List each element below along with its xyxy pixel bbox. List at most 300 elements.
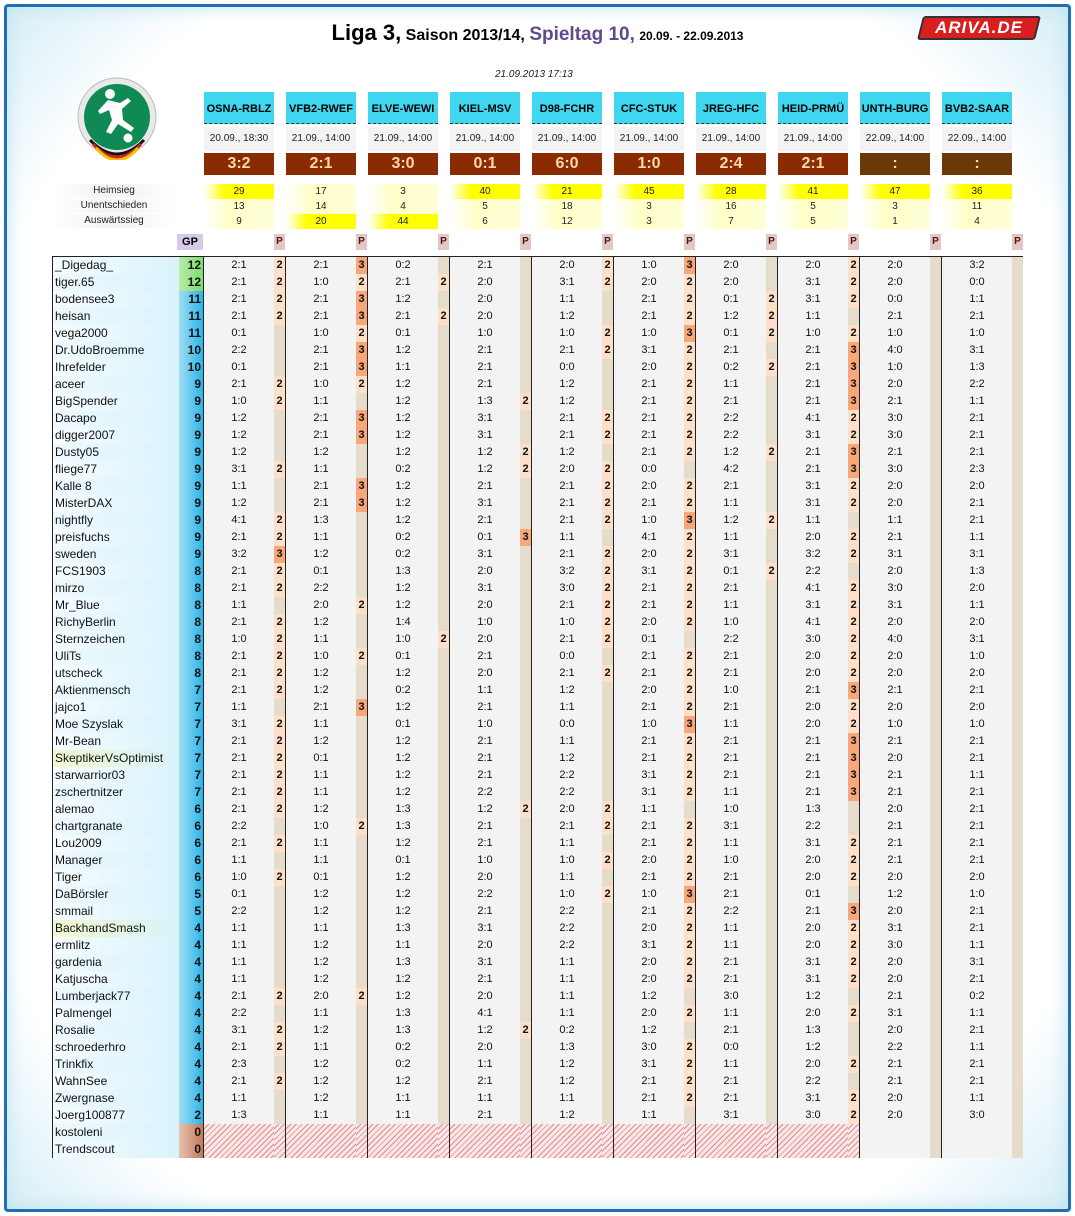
tip-cell: 1:2: [696, 512, 766, 529]
tip-cell: 0:1: [614, 631, 684, 648]
match-result: 0:1: [450, 153, 520, 175]
tip-cell: 0:1: [286, 869, 356, 886]
tip-cell: 0:0: [532, 716, 602, 733]
points-cell: [1012, 665, 1023, 682]
tip-cell: 1:2: [286, 733, 356, 750]
points-cell: 2: [766, 563, 777, 580]
points-cell: [520, 818, 531, 835]
points-cell: 2: [602, 563, 613, 580]
match-code[interactable]: VFB2-RWEF: [286, 92, 356, 124]
points-cell: 2: [766, 359, 777, 376]
tip-cell: 2:1: [614, 376, 684, 393]
points-cell: [766, 546, 777, 563]
player-name[interactable]: RichyBerlin: [53, 614, 179, 631]
tip-cell: 3:0: [778, 1107, 848, 1124]
player-name[interactable]: Trinkfix: [53, 1056, 179, 1073]
player-name[interactable]: Dr.UdoBroemme: [53, 342, 179, 359]
timestamp: 21.09.2013 17:13: [495, 69, 573, 80]
player-name[interactable]: Zwergnase: [53, 1090, 179, 1107]
points-cell: [766, 495, 777, 512]
points-cell: [766, 478, 777, 495]
tip-cell: 2:1: [614, 291, 684, 308]
tip-cell: 1:2: [368, 512, 438, 529]
tip-cell: 1:3: [778, 1022, 848, 1039]
points-cell: 2: [766, 325, 777, 342]
points-cell: [1012, 427, 1023, 444]
player-name[interactable]: BackhandSmash: [53, 920, 179, 937]
tip-cell: 1:3: [942, 359, 1012, 376]
player-name[interactable]: Mr_Blue: [53, 597, 179, 614]
tip-cell: 2:1: [450, 903, 520, 920]
ariva-logo[interactable]: [917, 16, 1041, 40]
points-cell: 2: [602, 342, 613, 359]
points-cell: [1012, 478, 1023, 495]
tip-cell: 2:3: [942, 461, 1012, 478]
points-cell: 2: [684, 682, 695, 699]
player-name[interactable]: SkeptikerVsOptimist: [53, 750, 179, 767]
points-cell: 2: [274, 1039, 285, 1056]
tip-cell: [860, 1124, 930, 1141]
player-name[interactable]: FCS1903: [53, 563, 179, 580]
table-row: [53, 852, 1022, 869]
points-cell: [848, 1124, 859, 1141]
player-gp: 9: [179, 495, 203, 512]
points-cell: [1012, 597, 1023, 614]
points-cell: [766, 1141, 777, 1158]
points-cell: [930, 427, 941, 444]
points-cell: [356, 1056, 367, 1073]
points-cell: [520, 631, 531, 648]
points-cell: [930, 937, 941, 954]
tip-cell: 1:2: [532, 393, 602, 410]
tip-cell: 2:1: [614, 393, 684, 410]
player-name[interactable]: UliTs: [53, 648, 179, 665]
points-cell: [520, 648, 531, 665]
tip-cell: 2:1: [614, 1073, 684, 1090]
points-header: P: [274, 234, 285, 250]
match-code[interactable]: KIEL-MSV: [450, 92, 520, 124]
player-name[interactable]: chartgranate: [53, 818, 179, 835]
player-gp: 4: [179, 971, 203, 988]
points-cell: 2: [602, 410, 613, 427]
player-gp: 4: [179, 988, 203, 1005]
points-cell: [438, 546, 449, 563]
player-name[interactable]: sweden: [53, 546, 179, 563]
tip-cell: 1:1: [942, 1090, 1012, 1107]
tip-cell: 2:0: [860, 478, 930, 495]
player-name[interactable]: Aktienmensch: [53, 682, 179, 699]
tip-cell: 2:1: [614, 648, 684, 665]
tip-cell: 2:0: [860, 495, 930, 512]
tip-cell: 3:1: [614, 1056, 684, 1073]
player-name[interactable]: Palmengel: [53, 1005, 179, 1022]
points-cell: [438, 869, 449, 886]
tip-cell: 4:1: [778, 410, 848, 427]
points-cell: [930, 971, 941, 988]
tip-cell: 2:2: [204, 1005, 274, 1022]
tip-cell: 2:1: [204, 580, 274, 597]
points-cell: [602, 529, 613, 546]
points-cell: [520, 1107, 531, 1124]
tip-cell: 1:1: [778, 308, 848, 325]
tip-cell: 2:1: [778, 461, 848, 478]
player-name[interactable]: Trendscout: [53, 1141, 179, 1158]
tip-cell: 1:2: [204, 444, 274, 461]
points-cell: [930, 1090, 941, 1107]
tip-cell: 2:2: [532, 767, 602, 784]
tip-cell: 1:0: [860, 359, 930, 376]
player-name[interactable]: Katjuscha: [53, 971, 179, 988]
tip-cell: 2:1: [778, 767, 848, 784]
player-name[interactable]: Moe Szyslak: [53, 716, 179, 733]
points-cell: [1012, 784, 1023, 801]
tip-cell: 2:0: [860, 801, 930, 818]
points-cell: [1012, 1005, 1023, 1022]
tip-cell: 1:2: [614, 1022, 684, 1039]
player-name[interactable]: vega2000: [53, 325, 179, 342]
tip-cell: 1:2: [368, 971, 438, 988]
player-name[interactable]: zschertnitzer: [53, 784, 179, 801]
match-code[interactable]: OSNA-RBLZ: [204, 92, 274, 124]
tip-cell: 2:1: [778, 784, 848, 801]
points-cell: [766, 665, 777, 682]
points-cell: [766, 648, 777, 665]
points-cell: 2: [684, 376, 695, 393]
tip-cell: [778, 1141, 848, 1158]
points-cell: 3: [684, 325, 695, 342]
points-cell: 3: [848, 359, 859, 376]
points-cell: [930, 546, 941, 563]
tendency-home: 45: [614, 184, 684, 199]
tip-cell: 2:1: [450, 733, 520, 750]
player-gp: 6: [179, 818, 203, 835]
player-name[interactable]: heisan: [53, 308, 179, 325]
points-cell: [848, 801, 859, 818]
tip-cell: 2:1: [204, 784, 274, 801]
tip-cell: 2:1: [942, 1022, 1012, 1039]
table-row: [53, 495, 1022, 512]
tip-cell: 2:1: [532, 427, 602, 444]
player-name[interactable]: utscheck: [53, 665, 179, 682]
tip-cell: 1:2: [860, 886, 930, 903]
points-cell: [930, 1056, 941, 1073]
points-cell: [356, 1022, 367, 1039]
points-cell: 2: [274, 750, 285, 767]
match-code[interactable]: HEID-PRMÜ: [778, 92, 848, 124]
column-divider: [531, 257, 532, 1157]
tip-cell: 2:0: [286, 597, 356, 614]
tip-cell: 2:0: [532, 801, 602, 818]
tip-cell: 1:0: [696, 682, 766, 699]
tip-cell: 4:1: [614, 529, 684, 546]
tip-cell: 3:0: [942, 1107, 1012, 1124]
points-cell: [274, 937, 285, 954]
player-name[interactable]: preisfuchs: [53, 529, 179, 546]
player-gp: 9: [179, 393, 203, 410]
tip-cell: 2:1: [860, 988, 930, 1005]
points-cell: [438, 444, 449, 461]
tip-cell: 1:2: [286, 954, 356, 971]
player-name[interactable]: Kalle 8: [53, 478, 179, 495]
tip-cell: 2:2: [696, 427, 766, 444]
tip-cell: 3:1: [860, 597, 930, 614]
tip-cell: 1:3: [368, 954, 438, 971]
tip-cell: 3:1: [778, 427, 848, 444]
tip-cell: 3:0: [614, 1039, 684, 1056]
points-cell: [274, 325, 285, 342]
player-name[interactable]: Ihrefelder: [53, 359, 179, 376]
points-cell: [602, 767, 613, 784]
tip-cell: 1:1: [204, 954, 274, 971]
points-cell: [356, 1124, 367, 1141]
player-gp: 4: [179, 1039, 203, 1056]
player-gp: 0: [179, 1141, 203, 1158]
tip-cell: 2:0: [860, 665, 930, 682]
points-cell: 2: [766, 308, 777, 325]
player-name[interactable]: ermlitz: [53, 937, 179, 954]
player-name[interactable]: DaBörsler: [53, 886, 179, 903]
tip-cell: 2:0: [614, 852, 684, 869]
player-name[interactable]: Joerg100877: [53, 1107, 179, 1124]
player-name[interactable]: schroederhro: [53, 1039, 179, 1056]
player-name[interactable]: Tiger: [53, 869, 179, 886]
match-code[interactable]: D98-FCHR: [532, 92, 602, 124]
points-cell: 2: [274, 648, 285, 665]
points-cell: [930, 682, 941, 699]
tip-cell: 2:0: [860, 699, 930, 716]
points-cell: 2: [848, 716, 859, 733]
tip-cell: 2:1: [286, 342, 356, 359]
player-gp: 11: [179, 308, 203, 325]
tip-cell: 2:0: [450, 665, 520, 682]
player-name[interactable]: Dacapo: [53, 410, 179, 427]
points-cell: 2: [274, 988, 285, 1005]
match-code[interactable]: JREG-HFC: [696, 92, 766, 124]
tip-cell: 0:1: [778, 886, 848, 903]
points-cell: [520, 597, 531, 614]
tip-cell: 2:1: [860, 308, 930, 325]
match-date: 20.09., 18:30: [204, 127, 274, 151]
tendency-away: 6: [450, 214, 520, 229]
tip-cell: 2:1: [942, 308, 1012, 325]
tip-cell: 1:0: [450, 716, 520, 733]
points-cell: [438, 733, 449, 750]
tip-cell: 0:2: [368, 257, 438, 274]
player-name[interactable]: Mr-Bean: [53, 733, 179, 750]
points-cell: [356, 852, 367, 869]
tip-cell: 2:0: [778, 716, 848, 733]
points-cell: [766, 835, 777, 852]
matchday-label: Spieltag 10,: [529, 24, 635, 45]
player-gp: 6: [179, 835, 203, 852]
table-row: [53, 682, 1022, 699]
tip-cell: 1:2: [368, 444, 438, 461]
points-cell: [602, 920, 613, 937]
table-row: [53, 920, 1022, 937]
points-cell: [766, 988, 777, 1005]
tip-cell: 3:0: [860, 427, 930, 444]
tip-cell: 0:0: [942, 274, 1012, 291]
tip-cell: 1:2: [368, 410, 438, 427]
points-cell: 2: [848, 869, 859, 886]
player-name[interactable]: Rosalie: [53, 1022, 179, 1039]
tip-cell: 1:0: [942, 648, 1012, 665]
player-gp: 11: [179, 325, 203, 342]
tendency-away: 20: [286, 214, 356, 229]
tendency-away: 1: [860, 214, 930, 229]
player-gp: 12: [179, 257, 203, 274]
tip-cell: 2:0: [942, 478, 1012, 495]
player-name[interactable]: kostoleni: [53, 1124, 179, 1141]
tip-cell: 2:1: [696, 750, 766, 767]
match-code[interactable]: BVB2-SAAR: [942, 92, 1012, 124]
tip-cell: 3:1: [614, 563, 684, 580]
points-cell: [1012, 920, 1023, 937]
tip-cell: 2:1: [450, 1073, 520, 1090]
points-cell: [274, 903, 285, 920]
points-cell: [766, 903, 777, 920]
points-cell: [848, 512, 859, 529]
points-cell: 3: [684, 886, 695, 903]
tip-cell: 2:0: [942, 614, 1012, 631]
player-name[interactable]: fliege77: [53, 461, 179, 478]
points-cell: [1012, 1056, 1023, 1073]
points-cell: [520, 1073, 531, 1090]
date-range: 20.09. - 22.09.2013: [639, 29, 744, 43]
tendency-home: 28: [696, 184, 766, 199]
tip-cell: 1:2: [204, 410, 274, 427]
tip-cell: 1:2: [286, 1073, 356, 1090]
column-divider: [285, 257, 286, 1157]
player-name[interactable]: WahnSee: [53, 1073, 179, 1090]
tip-cell: 2:2: [860, 1039, 930, 1056]
tip-cell: [204, 1141, 274, 1158]
tip-cell: 1:2: [286, 614, 356, 631]
player-name[interactable]: tiger.65: [53, 274, 179, 291]
tip-cell: 1:2: [368, 886, 438, 903]
points-cell: [520, 954, 531, 971]
player-name[interactable]: nightfly: [53, 512, 179, 529]
tip-cell: 1:1: [450, 682, 520, 699]
points-cell: [602, 988, 613, 1005]
points-cell: 3: [356, 478, 367, 495]
points-cell: 2: [684, 614, 695, 631]
match-date: 21.09., 14:00: [614, 127, 684, 151]
match-code[interactable]: UNTH-BURG: [860, 92, 930, 124]
player-name[interactable]: bodensee3: [53, 291, 179, 308]
tip-cell: [614, 1124, 684, 1141]
points-cell: 3: [356, 495, 367, 512]
points-cell: 2: [602, 546, 613, 563]
tip-cell: 2:1: [696, 733, 766, 750]
tip-cell: 1:2: [368, 291, 438, 308]
player-name[interactable]: BigSpender: [53, 393, 179, 410]
tip-cell: 1:0: [450, 325, 520, 342]
tip-cell: 2:1: [450, 750, 520, 767]
player-name[interactable]: Manager: [53, 852, 179, 869]
player-name[interactable]: mirzo: [53, 580, 179, 597]
tip-cell: 2:1: [860, 1056, 930, 1073]
match-result: :: [942, 153, 1012, 175]
points-cell: 3: [848, 903, 859, 920]
player-name[interactable]: starwarrior03: [53, 767, 179, 784]
points-cell: [1012, 614, 1023, 631]
player-name[interactable]: smmail: [53, 903, 179, 920]
points-cell: 2: [848, 648, 859, 665]
tip-cell: 1:3: [368, 1022, 438, 1039]
player-name[interactable]: digger2007: [53, 427, 179, 444]
points-cell: 2: [602, 631, 613, 648]
points-cell: [602, 376, 613, 393]
tip-cell: 2:1: [614, 818, 684, 835]
points-cell: [766, 461, 777, 478]
player-name[interactable]: Lumberjack77: [53, 988, 179, 1005]
points-cell: [356, 1005, 367, 1022]
tip-cell: 1:1: [450, 1090, 520, 1107]
tip-cell: 2:0: [450, 988, 520, 1005]
points-cell: 2: [766, 291, 777, 308]
points-cell: 2: [848, 257, 859, 274]
points-cell: 2: [684, 665, 695, 682]
player-name[interactable]: gardenia: [53, 954, 179, 971]
points-cell: [1012, 818, 1023, 835]
tip-cell: 2:1: [204, 750, 274, 767]
points-cell: [766, 1039, 777, 1056]
tip-cell: 2:1: [942, 495, 1012, 512]
tip-cell: 4:1: [204, 512, 274, 529]
points-cell: [438, 461, 449, 478]
tip-cell: 2:1: [696, 1090, 766, 1107]
tip-cell: 2:2: [204, 903, 274, 920]
points-cell: 2: [274, 512, 285, 529]
player-name[interactable]: jajco1: [53, 699, 179, 716]
player-name[interactable]: alemao: [53, 801, 179, 818]
tip-cell: 2:1: [286, 291, 356, 308]
match-result: 2:1: [286, 153, 356, 175]
tip-cell: 3:1: [450, 427, 520, 444]
points-cell: [766, 869, 777, 886]
player-name[interactable]: Lou2009: [53, 835, 179, 852]
points-cell: [520, 784, 531, 801]
points-cell: 2: [274, 665, 285, 682]
player-name[interactable]: aceer: [53, 376, 179, 393]
player-name[interactable]: Dusty05: [53, 444, 179, 461]
points-cell: 2: [848, 529, 859, 546]
points-cell: [520, 971, 531, 988]
tip-cell: 2:0: [860, 971, 930, 988]
player-gp: 7: [179, 682, 203, 699]
player-gp: 4: [179, 1090, 203, 1107]
tip-cell: 1:1: [368, 1090, 438, 1107]
player-name[interactable]: Sternzeichen: [53, 631, 179, 648]
tip-cell: 2:0: [778, 1005, 848, 1022]
table-row: [53, 971, 1022, 988]
player-name[interactable]: _Digedag_: [53, 257, 179, 274]
points-cell: [930, 478, 941, 495]
player-name[interactable]: MisterDAX: [53, 495, 179, 512]
tip-cell: 4:0: [860, 342, 930, 359]
match-code[interactable]: ELVE-WEWI: [368, 92, 438, 124]
points-cell: [602, 648, 613, 665]
points-cell: [1012, 512, 1023, 529]
tip-cell: 2:1: [450, 971, 520, 988]
tip-cell: 2:1: [614, 699, 684, 716]
match-code[interactable]: CFC-STUK: [614, 92, 684, 124]
points-cell: 2: [684, 563, 695, 580]
tip-cell: 1:1: [286, 716, 356, 733]
tip-cell: 1:2: [532, 1107, 602, 1124]
tip-cell: 1:3: [368, 1005, 438, 1022]
